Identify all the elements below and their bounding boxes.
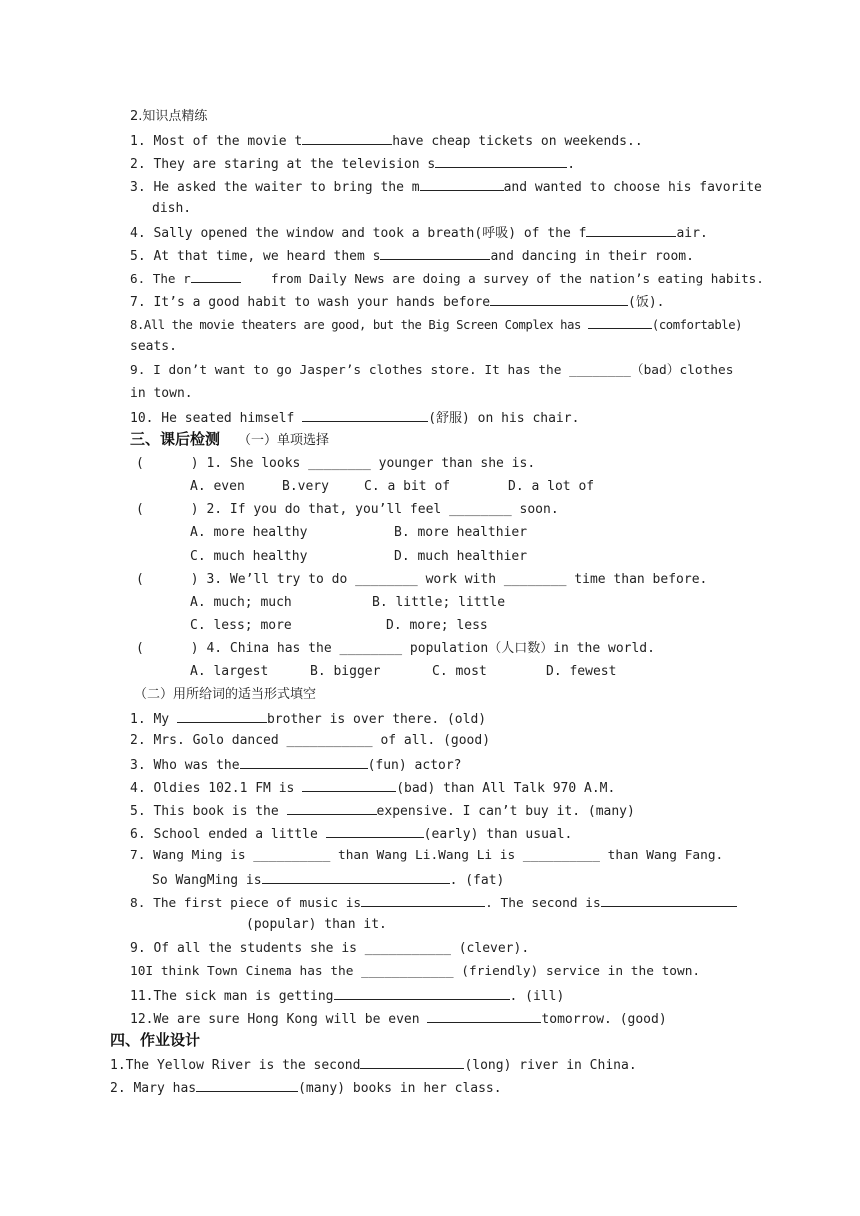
fill-item-1: 1. My brother is over there. (old) — [130, 709, 486, 729]
mc-3-option-d[interactable]: D. more; less — [386, 618, 488, 633]
mc-1-option-c[interactable]: C. a bit of — [364, 479, 451, 494]
practice-item-9: 9. I don’t want to go Jasper’s clothes store. It has the ________（bad）clothes — [130, 363, 734, 378]
answer-blank[interactable] — [601, 893, 737, 907]
fill-item-6: 6. School ended a little (early) than usual. — [130, 824, 572, 844]
answer-blank[interactable] — [302, 408, 428, 422]
practice-item-6: 6. The r from Daily News are doing a survey of the nation’s eating habits. — [130, 271, 764, 286]
answer-blank[interactable] — [177, 709, 267, 723]
practice-item-5: 5. At that time, we heard them s and dancing in their room. — [130, 246, 694, 266]
answer-blank[interactable] — [287, 801, 377, 815]
section-3-title: 三、课后检测 （一）单项选择 — [130, 430, 330, 448]
mc-question-1: ( ) 1. She looks ________ younger than she is. — [136, 456, 536, 471]
fill-item-4: 4. Oldies 102.1 FM is (bad) than All Talk 970 A.M. — [130, 778, 615, 798]
answer-blank[interactable] — [196, 1078, 298, 1092]
fill-item-12: 12.We are sure Hong Kong will be even tomorrow. (good) — [130, 1009, 667, 1029]
answer-blank[interactable] — [240, 755, 368, 769]
fill-item-8-cont: (popular) than it. — [246, 917, 387, 932]
answer-blank[interactable] — [360, 1055, 464, 1069]
section-2-title: 2.知识点精练 — [130, 109, 208, 124]
fill-item-9: 9. Of all the students she is ___________ (clever). — [130, 941, 530, 956]
mc-question-4: ( ) 4. China has the ________ population（人口数）in the world. — [136, 641, 655, 656]
mc-1-option-a[interactable]: A. even — [190, 479, 245, 494]
answer-blank[interactable] — [427, 1009, 541, 1023]
mc-1-option-d[interactable]: D. a lot of — [508, 479, 595, 494]
practice-item-10: 10. He seated himself (舒服) on his chair. — [130, 408, 579, 428]
answer-blank[interactable] — [191, 269, 241, 283]
answer-blank[interactable] — [420, 177, 504, 191]
fill-section-title: （二）用所给词的适当形式填空 — [134, 687, 317, 702]
fill-item-5: 5. This book is the expensive. I can’t buy it. (many) — [130, 801, 635, 821]
homework-item-1: 1.The Yellow River is the second (long) river in China. — [110, 1055, 637, 1075]
fill-item-3: 3. Who was the (fun) actor? — [130, 755, 462, 775]
practice-item-1: 1. Most of the movie t have cheap tickets on weekends.. — [130, 131, 643, 151]
mc-4-option-a[interactable]: A. largest — [190, 664, 269, 679]
answer-blank[interactable] — [586, 223, 676, 237]
answer-blank[interactable] — [361, 893, 485, 907]
fill-item-11: 11.The sick man is getting . (ill) — [130, 986, 564, 1006]
mc-4-option-c[interactable]: C. most — [432, 664, 487, 679]
fill-item-2: 2. Mrs. Golo danced ___________ of all. (good) — [130, 733, 491, 748]
section-3-subtitle: （一）单项选择 — [238, 433, 330, 448]
section-4-title: 四、作业设计 — [110, 1031, 201, 1049]
answer-blank[interactable] — [380, 246, 490, 260]
mc-2-option-b[interactable]: B. more healthier — [394, 525, 528, 540]
mc-4-option-d[interactable]: D. fewest — [546, 664, 617, 679]
practice-item-7: 7. It’s a good habit to wash your hands before (饭). — [130, 292, 665, 312]
answer-blank[interactable] — [262, 870, 450, 884]
mc-2-option-c[interactable]: C. much healthy — [190, 549, 308, 564]
mc-3-option-b[interactable]: B. little; little — [372, 595, 506, 610]
practice-item-8-cont: seats. — [130, 339, 177, 354]
answer-blank[interactable] — [588, 315, 652, 329]
mc-3-option-a[interactable]: A. much; much — [190, 595, 292, 610]
mc-question-2: ( ) 2. If you do that, you’ll feel ________ soon. — [136, 502, 559, 517]
mc-3-option-c[interactable]: C. less; more — [190, 618, 292, 633]
mc-question-3: ( ) 3. We’ll try to do ________ work with ________ time than before. — [136, 572, 708, 587]
practice-item-3: 3. He asked the waiter to bring the m and wanted to choose his favorite — [130, 177, 762, 197]
mc-4-option-b[interactable]: B. bigger — [310, 664, 381, 679]
practice-item-2: 2. They are staring at the television s . — [130, 154, 575, 174]
homework-item-2: 2. Mary has (many) books in her class. — [110, 1078, 502, 1098]
practice-item-3-cont: dish. — [152, 201, 192, 216]
fill-item-8: 8. The first piece of music is . The second is — [130, 893, 737, 913]
fill-item-10: 10I think Town Cinema has the ____________ (friendly) service in the town. — [130, 964, 701, 979]
practice-item-8: 8.All the movie theaters are good, but the Big Screen Complex has (comfortable) — [130, 315, 742, 334]
answer-blank[interactable] — [302, 778, 396, 792]
fill-item-7: 7. Wang Ming is __________ than Wang Li.Wang Li is __________ than Wang Fang. — [130, 848, 724, 863]
mc-2-option-d[interactable]: D. much healthier — [394, 549, 528, 564]
practice-item-4: 4. Sally opened the window and took a breath(呼吸) of the f air. — [130, 223, 708, 243]
fill-item-7-cont: So WangMing is . (fat) — [152, 870, 504, 890]
answer-blank[interactable] — [326, 824, 424, 838]
practice-item-9-cont: in town. — [130, 386, 193, 401]
answer-blank[interactable] — [334, 986, 510, 1000]
answer-blank[interactable] — [490, 292, 628, 306]
mc-2-option-a[interactable]: A. more healthy — [190, 525, 308, 540]
answer-blank[interactable] — [302, 131, 392, 145]
answer-blank[interactable] — [435, 154, 567, 168]
mc-1-option-b[interactable]: B.very — [282, 479, 329, 494]
